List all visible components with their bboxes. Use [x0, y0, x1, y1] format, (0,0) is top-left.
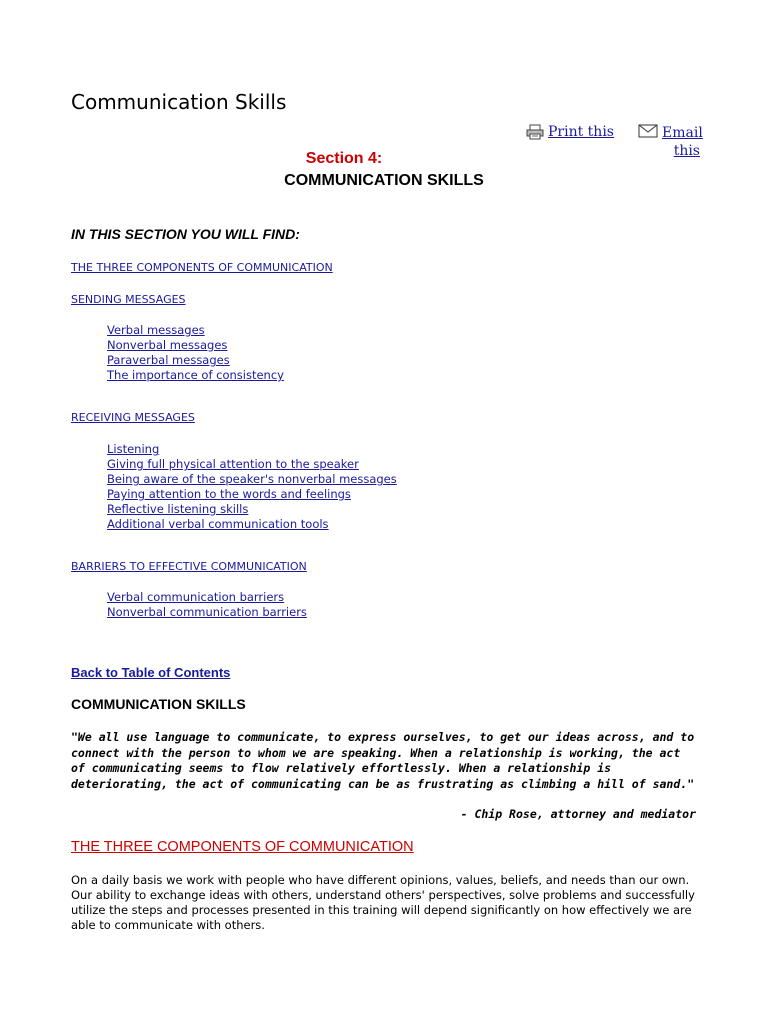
toc-sublink[interactable]: Paying attention to the words and feelings — [107, 487, 351, 501]
toc-link-sending-messages[interactable]: SENDING MESSAGES — [71, 293, 186, 306]
receiving-messages-list — [107, 442, 397, 532]
quote-attribution: - Chip Rose, attorney and mediator — [460, 807, 696, 821]
email-link-line2[interactable]: this — [673, 143, 700, 159]
toc-sublink[interactable]: Paraverbal messages — [107, 353, 230, 367]
sending-messages-list — [107, 323, 284, 383]
section-number-text: Section 4: — [305, 150, 383, 167]
toc-sublink[interactable]: Verbal communication barriers — [107, 590, 285, 604]
toc-link-receiving-messages[interactable]: RECEIVING MESSAGES — [71, 411, 195, 424]
toc-sublink[interactable]: Verbal messages — [107, 323, 205, 337]
toc-sublink[interactable]: Nonverbal messages — [107, 338, 228, 352]
article-heading: COMMUNICATION SKILLS — [71, 696, 246, 712]
section-title: COMMUNICATION SKILLS — [284, 172, 484, 189]
toc-sublink[interactable]: The importance of consistency — [107, 368, 284, 382]
barriers-list — [107, 590, 307, 620]
contents-heading: IN THIS SECTION YOU WILL FIND: — [71, 226, 300, 242]
envelope-icon — [638, 124, 658, 138]
three-components-heading: THE THREE COMPONENTS OF COMMUNICATION — [71, 839, 414, 855]
toc-sublink[interactable]: Additional verbal communication tools — [107, 517, 329, 531]
toc-sublink[interactable]: Giving full physical attention to the speaker — [107, 457, 359, 471]
body-paragraph: On a daily basis we work with people who have different opinions, values, beliefs, and needs than our own. Our ability to exchange ideas with others, understand others' perspectives, solve problems and successfully utilize the steps and processes presented in this training will depend significantly on how effectively we are able to communicate with others. — [71, 873, 695, 932]
section-number — [0, 150, 768, 168]
toc-sublink[interactable]: Listening — [107, 442, 160, 456]
print-action[interactable] — [526, 124, 614, 140]
toc-sublink[interactable]: Reflective listening skills — [107, 502, 249, 516]
quote: "We all use language to communicate, to express ourselves, to get our ideas across, and to connect with the person to whom we are speaking. When a relationship is working, the act of communicating seems to flow relatively effortlessly. When a relationship is deteriorating, the act of communicating can be as frustrating as climbing a hill of sand." — [71, 730, 695, 791]
toc-link-barriers[interactable]: BARRIERS TO EFFECTIVE COMMUNICATION — [71, 560, 307, 573]
back-to-toc-link[interactable]: Back to Table of Contents — [71, 665, 231, 680]
printer-icon — [526, 124, 544, 140]
page-title: Communication Skills — [71, 90, 287, 114]
email-link-line1[interactable]: Email — [662, 125, 703, 141]
toc-link-three-components[interactable]: THE THREE COMPONENTS OF COMMUNICATION — [71, 261, 333, 274]
print-link[interactable]: Print this — [548, 124, 614, 140]
toc-sublink[interactable]: Nonverbal communication barriers — [107, 605, 307, 619]
toc-sublink[interactable]: Being aware of the speaker's nonverbal messages — [107, 472, 397, 486]
